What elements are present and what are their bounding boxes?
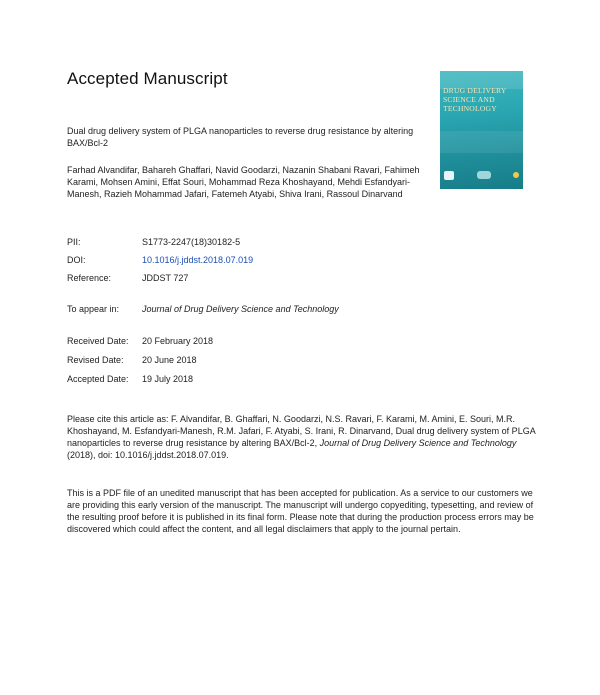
cover-logos — [444, 169, 519, 181]
revised-label: Revised Date: — [67, 355, 124, 365]
accepted-label: Accepted Date: — [67, 374, 129, 384]
accepted-value: 19 July 2018 — [142, 374, 194, 384]
citation-prefix: Please cite this article as: F. Alvandifar, B. Ghaffari, N. Goodarzi, N.S. Ravari, F. Karami, M. Amini, E. Souri, M.R. Khoshayand, M. Esfandyari-Manesh, R.M. Jafari, F. Atyabi, S. Irani, R. Dinarvand, Dual drug delivery system of PLGA nanoparticles to reverse drug resistance by altering BAX/Bcl-2, — [67, 414, 536, 448]
cover-stripe — [440, 131, 523, 153]
author-list: Farhad Alvandifar, Bahareh Ghaffari, Navid Goodarzi, Nazanin Shabani Ravari, Fahimeh Karami, Mohsen Amini, Effat Souri, Mohammad Reza Khoshayand, Mehdi Esfandyari-Manesh, Razieh Mohammad Jafari, Fatemeh Atyabi, Shiva Irani, Rassoul Dinarvand — [67, 165, 420, 199]
pii-value: S1773-2247(18)30182-5 — [142, 237, 241, 247]
emblem-icon — [513, 172, 519, 178]
citation-paragraph — [67, 413, 537, 461]
appear-label: To appear in: — [67, 304, 120, 314]
journal-cover-image — [440, 71, 523, 189]
disclaimer-paragraph: This is a PDF file of an unedited manuscript that has been accepted for publication. As a service to our customers we are providing this early version of the manuscript. The manuscript will undergo copyediting, typesetting, and review of the resulting proof before it is published in its final form. Please note that during the production process errors may be discovered which could affect the content, and all legal disclaimers that apply to the journal pertain. — [67, 488, 534, 534]
received-label: Received Date: — [67, 336, 129, 346]
pii-label: PII: — [67, 237, 81, 247]
revised-value: 20 June 2018 — [142, 355, 197, 365]
cover-title: DRUG DELIVERY SCIENCE AND TECHNOLOGY — [443, 86, 507, 113]
reference-label: Reference: — [67, 273, 112, 283]
society-logo-icon — [477, 171, 491, 179]
citation-journal: Journal of Drug Delivery Science and Technology — [319, 438, 517, 448]
doi-link[interactable]: 10.1016/j.jddst.2018.07.019 — [142, 255, 254, 265]
reference-value: JDDST 727 — [142, 273, 189, 283]
publisher-logo-icon — [444, 171, 454, 180]
citation-suffix: (2018), doi: 10.1016/j.jddst.2018.07.019. — [67, 450, 229, 460]
article-title: Dual drug delivery system of PLGA nanoparticles to reverse drug resistance by altering BAX/Bcl-2 — [67, 126, 414, 148]
page-heading: Accepted Manuscript — [67, 69, 228, 88]
doi-label: DOI: — [67, 255, 86, 265]
journal-name: Journal of Drug Delivery Science and Technology — [142, 304, 339, 314]
received-value: 20 February 2018 — [142, 336, 214, 346]
